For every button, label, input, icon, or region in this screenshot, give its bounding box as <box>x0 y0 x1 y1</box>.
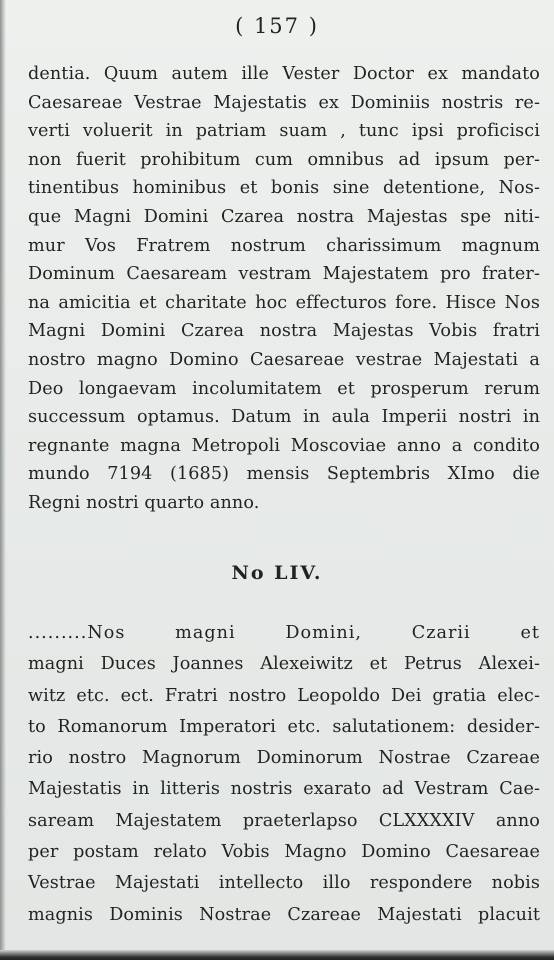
text-line: Regni nostri quarto anno. <box>28 492 260 513</box>
text-line: magni Duces Joannes Alexeiwitz et Petrus Alexei- <box>28 654 540 675</box>
scan-bottom-edge <box>0 950 554 960</box>
text-line: Caesareae Vestrae Majestatis ex Dominiis nostris re- <box>28 92 540 113</box>
page-edge-shadow <box>0 0 6 960</box>
text-line: nostro magno Domino Caesareae vestrae Majestati a <box>28 349 540 370</box>
text-line: Vestrae Majestati intellecto illo respondere nobis <box>28 873 540 894</box>
text-line: rio nostro Magnorum Dominorum Nostrae Czareae <box>28 748 540 769</box>
text-line: na amicitia et charitate hoc effecturos fore. Hisce Nos <box>28 292 540 313</box>
text-line: magnis Dominis Nostrae Czareae Majestati placuit <box>28 904 540 925</box>
text-line: verti voluerit in patriam suam , tunc ipsi proficisci <box>28 121 540 142</box>
text-line: dentia. Quum autem ille Vester Doctor ex mandato <box>28 64 540 84</box>
letter-text-continued <box>28 60 540 518</box>
text-line: witz etc. ect. Fratri nostro Leopoldo Dei gratia elec- <box>28 685 540 706</box>
text-line: mur Vos Fratrem nostrum charissimum magnum <box>28 235 540 256</box>
text-line: tinentibus hominibus et bonis sine detentione, Nos- <box>28 178 540 199</box>
text-line: mundo 7194 (1685) mensis Septembris XImo die <box>28 464 540 485</box>
text-line: .........Nos magni Domini, Czarii et <box>28 623 540 643</box>
page-number: ( 157 ) <box>235 14 319 38</box>
text-line: non fuerit prohibitum cum omnibus ad ipsum per- <box>28 149 540 170</box>
text-line: Dominum Caesaream vestram Majestatem pro frater- <box>28 264 540 285</box>
text-line: regnante magna Metropoli Moscoviae anno a condito <box>28 435 540 456</box>
text-line: que Magni Domini Czarea nostra Majestas spe niti- <box>28 206 540 227</box>
text-line: Deo longaevam incolumitatem et prosperum rerum <box>28 378 540 399</box>
text-line: Majestatis in litteris nostris exarato ad Vestram Cae- <box>28 779 540 800</box>
text-line: per postam relato Vobis Magno Domino Caesareae <box>28 842 540 863</box>
text-line: to Romanorum Imperatori etc. salutationem: desider- <box>28 716 540 737</box>
document-heading: No LIV. <box>231 562 323 584</box>
text-line: Magni Domini Czarea nostra Majestas Vobis fratri <box>28 321 540 342</box>
text-line: successum optamus. Datum in aula Imperii nostri in <box>28 407 540 428</box>
letter-text <box>28 618 540 931</box>
text-line: saream Majestatem praeterlapso CLXXXXIV anno <box>28 810 540 831</box>
